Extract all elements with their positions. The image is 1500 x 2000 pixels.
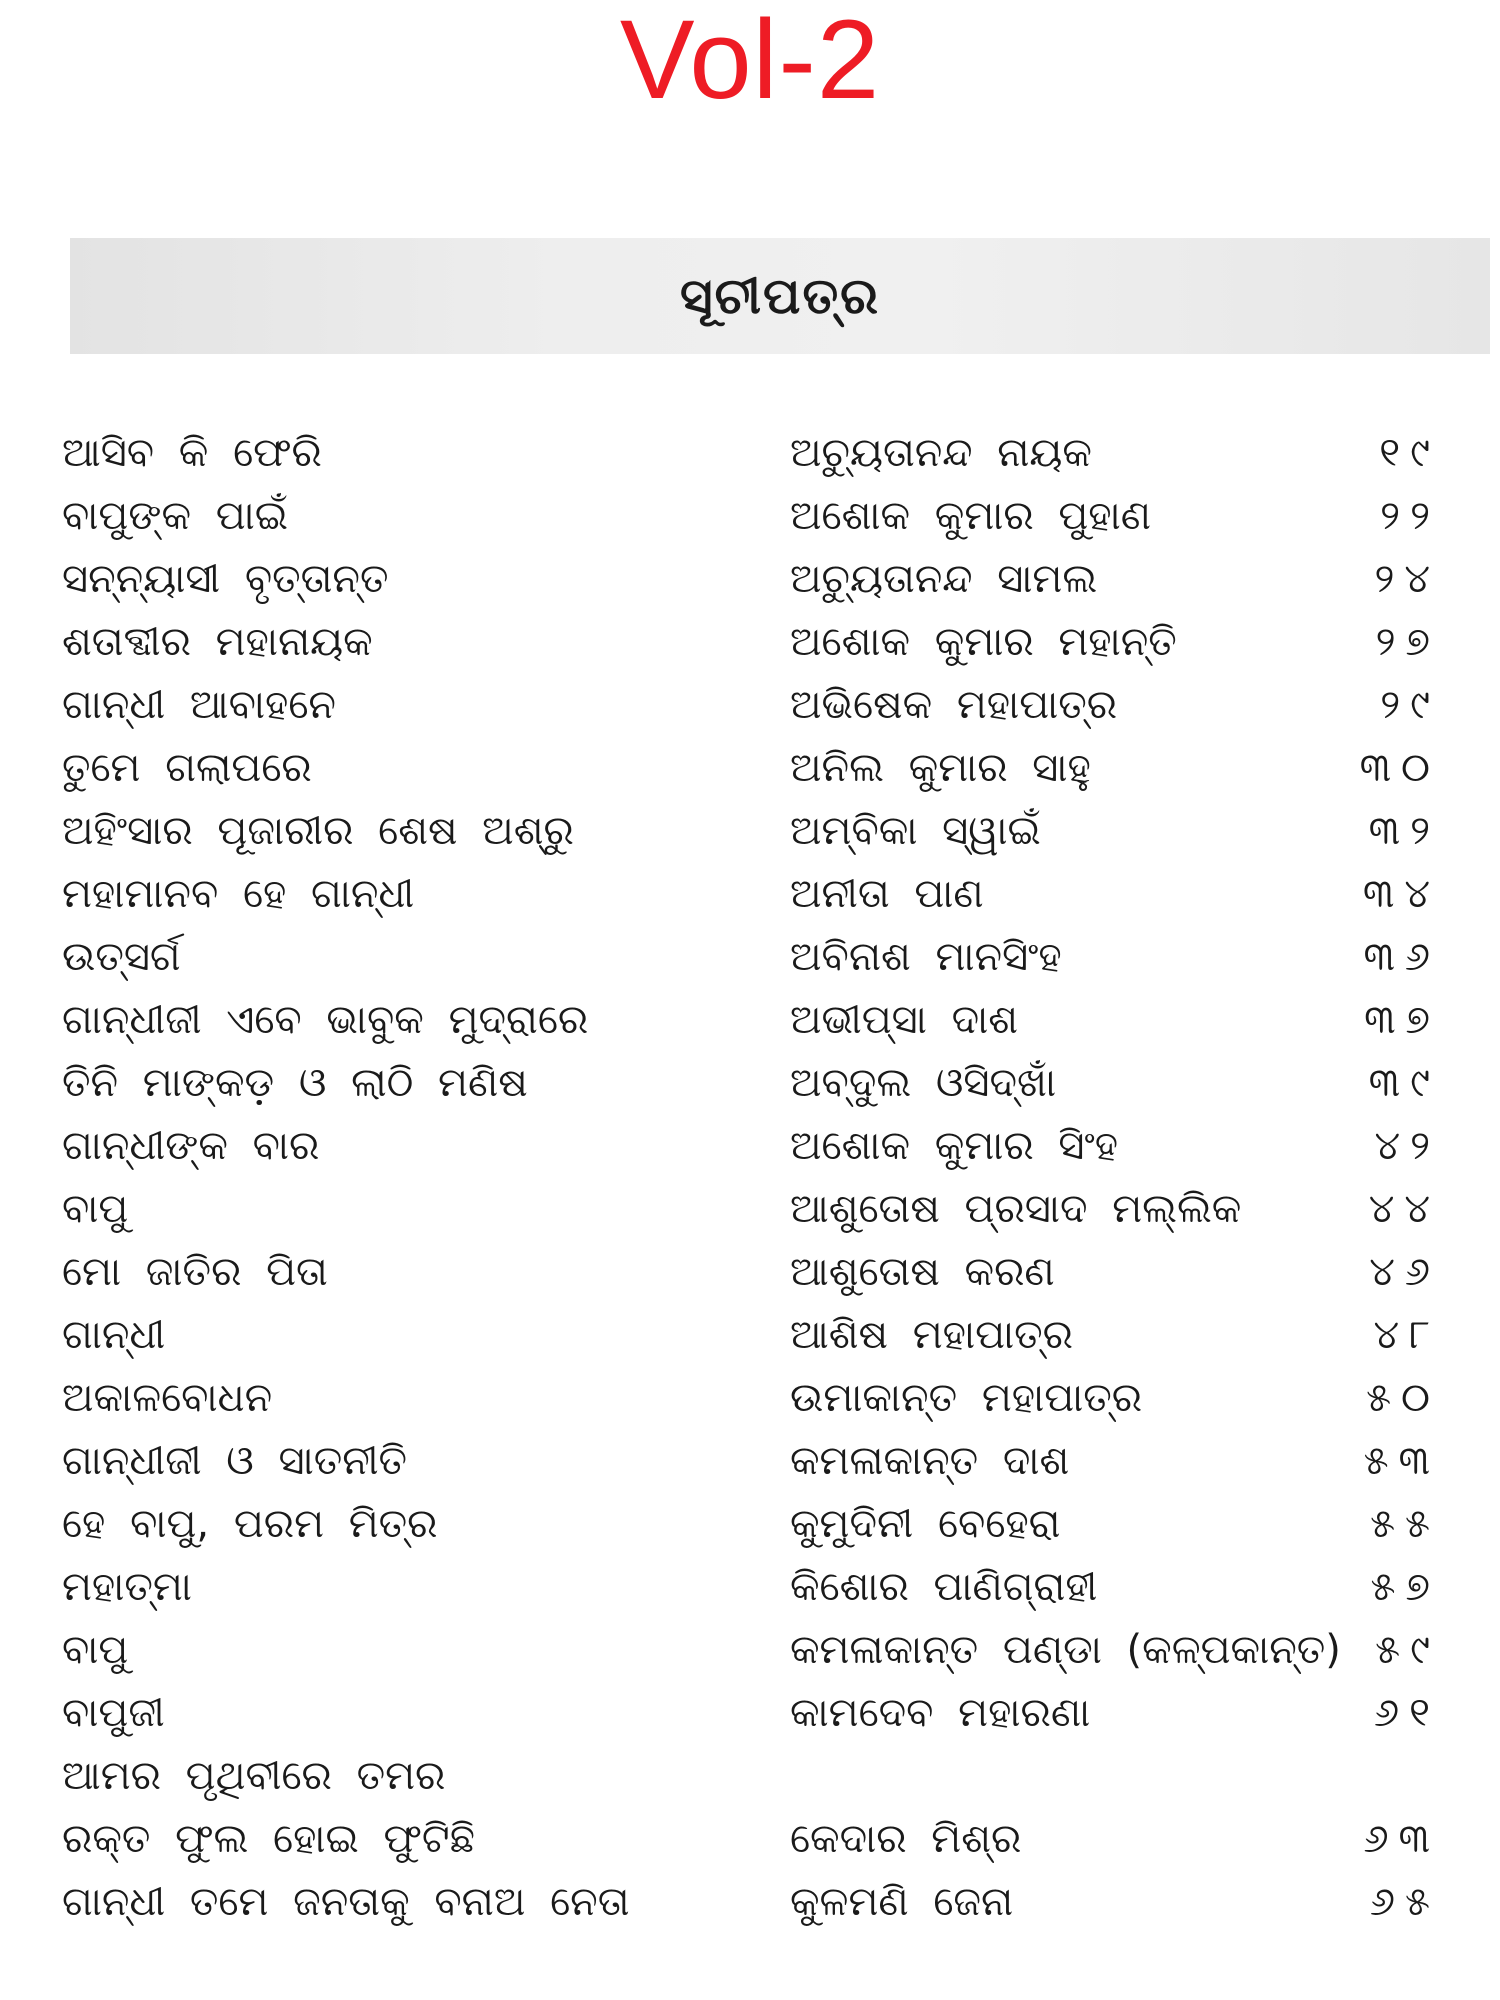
toc-author: ଅନିଲ କୁମାର ସାହୁ (790, 745, 1091, 791)
toc-author: କମଳାକାନ୍ତ ଦାଶ (790, 1438, 1070, 1484)
toc-page-number: ୬୩ (1363, 1816, 1440, 1862)
toc-row (0, 1619, 1500, 1682)
table-of-contents (0, 422, 1500, 1934)
toc-page-number: ୫୫ (1370, 1501, 1440, 1547)
toc-row (0, 1556, 1500, 1619)
toc-author: ଅଶୋକ କୁମାର ମହାନ୍ତି (790, 619, 1177, 665)
toc-page-number: ୪୮ (1373, 1312, 1440, 1358)
toc-title: ଆସିବ କି ଫେରି (62, 430, 322, 476)
toc-title: ଉତ୍ସର୍ଗ (62, 934, 181, 980)
toc-row (0, 1808, 1500, 1871)
toc-page-number: ୪୬ (1369, 1249, 1440, 1295)
toc-title: ବାପୁଙ୍କ ପାଇଁ (62, 493, 289, 539)
toc-row (0, 1052, 1500, 1115)
toc-row (0, 1682, 1500, 1745)
toc-title: ଗାନ୍ଧୀଜୀ ଏବେ ଭାବୁକ ମୁଦ୍ରାରେ (62, 997, 589, 1043)
toc-row (0, 1367, 1500, 1430)
title-band (70, 238, 1490, 354)
page-title: ସୂଚୀପତ୍ର (680, 266, 880, 325)
toc-title: ଗାନ୍ଧୀଜୀ ଓ ସାତନୀତି (62, 1438, 408, 1484)
toc-page-number: ୩୭ (1364, 997, 1440, 1043)
toc-row (0, 926, 1500, 989)
toc-title: ହେ ବାପୁ, ପରମ ମିତ୍ର (62, 1501, 438, 1547)
toc-title: ରକ୍ତ ଫୁଲ ହୋଇ ଫୁଟିଛି (62, 1816, 475, 1862)
toc-page-number: ୬୧ (1374, 1690, 1440, 1736)
toc-author: ଅଭିଷେକ ମହାପାତ୍ର (790, 682, 1118, 728)
toc-page-number: ୩୬ (1363, 934, 1440, 980)
toc-title: ତୁମେ ଗଲାପରେ (62, 745, 312, 791)
toc-page-number: ୩୯ (1368, 1060, 1440, 1106)
toc-page-number: ୪୨ (1374, 1123, 1440, 1169)
toc-row (0, 737, 1500, 800)
toc-row (0, 1115, 1500, 1178)
toc-row (0, 1871, 1500, 1934)
toc-title: ଅହିଂସାର ପୂଜାରୀର ଶେଷ ଅଶ୍ରୁ (62, 808, 574, 854)
toc-title: ଅକାଳବୋଧନ (62, 1375, 273, 1421)
toc-author: ଅଭୀପ୍ସା ଦାଶ (790, 997, 1018, 1043)
toc-author: ଅଶୋକ କୁମାର ସିଂହ (790, 1123, 1119, 1169)
toc-row (0, 863, 1500, 926)
toc-row (0, 611, 1500, 674)
toc-page-number: ୪୪ (1368, 1186, 1440, 1232)
toc-page-number: ୫୯ (1375, 1627, 1440, 1673)
toc-title: ଗାନ୍ଧୀଙ୍କ ବାର (62, 1123, 320, 1169)
toc-title: ଆମର ପୃଥିବୀରେ ତମର (62, 1753, 446, 1799)
toc-row (0, 1178, 1500, 1241)
toc-title: ମୋ ଜାତିର ପିତା (62, 1249, 328, 1295)
toc-page-number: ୨୪ (1374, 556, 1440, 602)
toc-page-number: ୩୨ (1368, 808, 1440, 854)
toc-row (0, 548, 1500, 611)
toc-page-number: ୧୯ (1379, 430, 1440, 476)
toc-author: ଅନୀତା ପାଣ (790, 871, 984, 917)
toc-author: କାମଦେବ ମହାରଣା (790, 1690, 1091, 1736)
toc-author: କେଦାର ମିଶ୍ର (790, 1816, 1022, 1862)
toc-page-number: ୫୩ (1363, 1438, 1440, 1484)
toc-row (0, 1241, 1500, 1304)
volume-label: Vol-2 (619, 0, 881, 122)
toc-author: ଅଶୋକ କୁମାର ପୁହାଣ (790, 493, 1151, 539)
toc-row (0, 1304, 1500, 1367)
toc-author: କୁମୁଦିନୀ ବେହେରା (790, 1501, 1061, 1547)
toc-title: ଶତାବ୍ଦୀର ମହାନାୟକ (62, 619, 373, 665)
toc-row (0, 1493, 1500, 1556)
toc-row (0, 422, 1500, 485)
toc-author: ଆଶୁତୋଷ ପ୍ରସାଦ ମଲ୍ଲିକ (790, 1186, 1242, 1232)
toc-title: ଗାନ୍ଧୀ ତମେ ଜନତାକୁ ବନାଅ ନେତା (62, 1879, 630, 1925)
toc-page-number: ୨୨ (1380, 493, 1440, 539)
toc-page-number: ୫୭ (1370, 1564, 1440, 1610)
toc-page-number: ୨୯ (1380, 682, 1440, 728)
toc-author: ଅବ୍‌ଦୁଲ ଓସିଦ୍‌ଖାଁ (790, 1060, 1057, 1106)
toc-row (0, 1745, 1500, 1808)
toc-title: ତିନି ମାଙ୍କଡ଼ ଓ ଲାଠି ମଣିଷ (62, 1060, 528, 1106)
toc-author: ଉମାକାନ୍ତ ମହାପାତ୍ର (790, 1375, 1143, 1421)
toc-author: ଆଶିଷ ମହାପାତ୍ର (790, 1312, 1073, 1358)
toc-row (0, 1430, 1500, 1493)
toc-author: କୁଳମଣି ଜେନା (790, 1879, 1014, 1925)
toc-title: ବାପୁଜୀ (62, 1690, 165, 1736)
toc-author: ଅମ୍ବିକା ସ୍ୱାଇଁ (790, 808, 1041, 854)
toc-author: ଅଚ୍ୟୁତାନନ୍ଦ ସାମଲ (790, 556, 1098, 602)
toc-page-number: ୩୪ (1362, 871, 1440, 917)
toc-row (0, 989, 1500, 1052)
toc-author: ଅଚ୍ୟୁତାନନ୍ଦ ନାୟକ (790, 430, 1092, 476)
toc-row (0, 674, 1500, 737)
toc-page-number: ୩୦ (1359, 745, 1440, 791)
toc-page-number: ୨୭ (1375, 619, 1440, 665)
toc-title: ମହାମାନବ ହେ ଗାନ୍ଧୀ (62, 871, 415, 917)
toc-title: ବାପୁ (62, 1627, 129, 1673)
toc-page-number: ୫୦ (1366, 1375, 1440, 1421)
toc-page-number: ୬୫ (1369, 1879, 1440, 1925)
toc-title: ଗାନ୍ଧୀ (62, 1312, 166, 1358)
toc-row (0, 485, 1500, 548)
toc-title: ଗାନ୍ଧୀ ଆବାହନେ (62, 682, 336, 728)
toc-author: ଆଶୁତୋଷ କରଣ (790, 1249, 1055, 1295)
toc-title: ମହାତ୍ମା (62, 1564, 192, 1610)
toc-author: ଅବିନାଶ ମାନସିଂହ (790, 934, 1062, 980)
toc-title: ସନ୍ନ୍ୟାସୀ ବୃତ୍ତାନ୍ତ (62, 556, 389, 602)
toc-author: କିଶୋର ପାଣିଗ୍ରାହୀ (790, 1564, 1098, 1610)
toc-title: ବାପୁ (62, 1186, 129, 1232)
toc-row (0, 800, 1500, 863)
toc-author: କମଳାକାନ୍ତ ପଣ୍ଡା (କଳ୍ପକାନ୍ତ) (790, 1627, 1341, 1673)
